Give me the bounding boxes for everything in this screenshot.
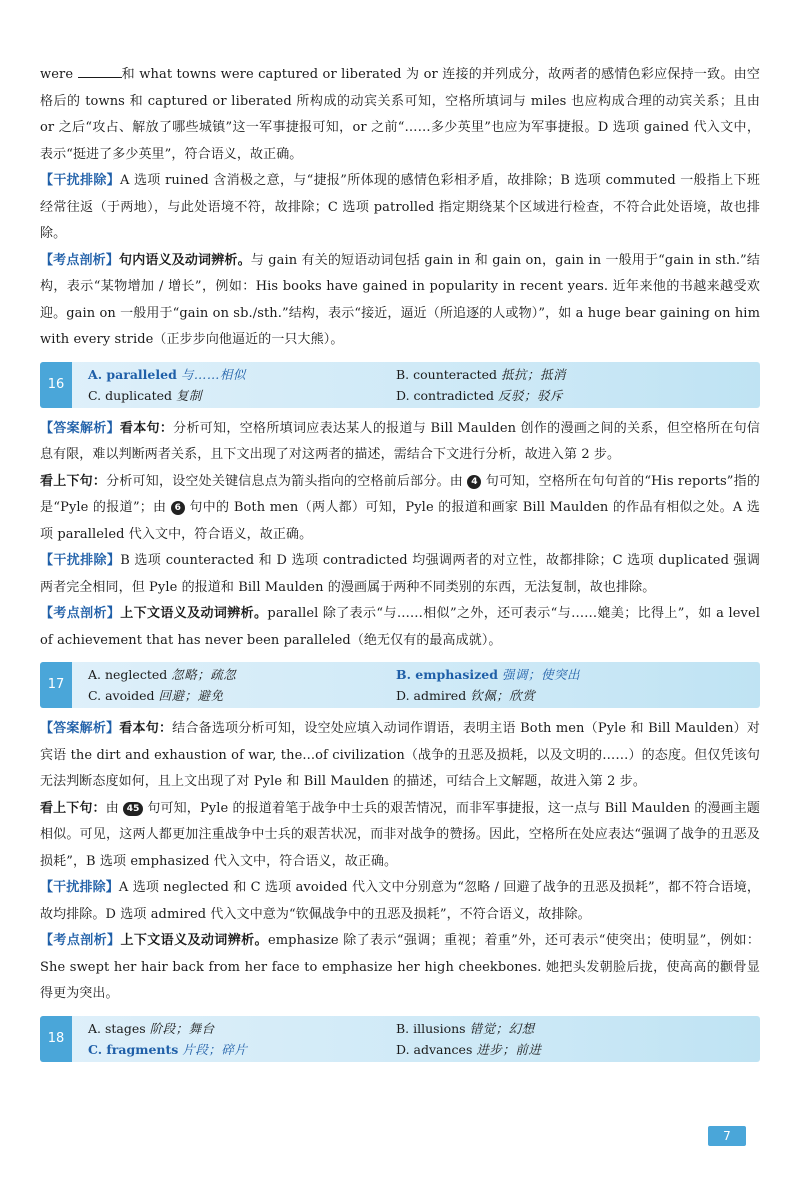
text: 结合备选项分析可知，设空处应填入动词作谓语，表明主语 Both men（Pyle 和 Bill Maulden）对宾语 the dirt and exhaustion of war, the...of civilization（战争的丑恶及损耗，以及文明的……）的态度。但仅凭该句无法判断态度如何，且上文出现了对 Pyle 和 Bill Maulden 的描述，可结合上文解题，故进入第 2 步。 xyxy=(40,721,760,789)
option-word: B. emphasized xyxy=(396,667,498,682)
option-meaning: 回避；避免 xyxy=(158,688,224,703)
distractor-section xyxy=(40,875,760,928)
distractor-tag: 【干扰排除】 xyxy=(40,553,121,568)
option-meaning: 反驳；驳斥 xyxy=(497,387,563,403)
option-a xyxy=(88,665,236,683)
option-word: A. stages xyxy=(88,1020,146,1036)
distractor-tag: 【干扰排除】 xyxy=(40,173,120,188)
option-word: D. advances xyxy=(396,1041,473,1057)
explanation-paragraph xyxy=(40,62,760,168)
distractor-section xyxy=(40,548,760,601)
option-meaning: 进步；前进 xyxy=(476,1041,542,1057)
option-meaning: 抵抗；抵消 xyxy=(501,366,567,382)
option-word: C. fragments xyxy=(88,1041,179,1057)
key-point-section xyxy=(40,248,760,354)
option-meaning: 忽略；疏忽 xyxy=(171,667,237,682)
option-b xyxy=(396,665,580,683)
text: 分析可知，设空处关键信息点为箭头指向的空格前后部分。由 xyxy=(106,473,468,489)
text: parallel 除了表示“与……相似”之外，还可表示“与……媲美；比得上”，如 a level of achievement that has never been paralleled（绝无仅有的最高成就）。 xyxy=(40,606,760,648)
text: A 选项 neglected 和 C 选项 avoided 代入文中分别意为“忽略 / 回避了战争的丑恶及损耗”，都不符合语境，故均排除。D 选项 admired 代入文中意为“钦佩战争中的丑恶及损耗”，不符合语义，故排除。 xyxy=(40,880,760,922)
question-number: 18 xyxy=(40,1016,72,1062)
option-word: D. contradicted xyxy=(396,387,494,403)
option-word: C. avoided xyxy=(88,688,155,703)
option-d xyxy=(396,1040,541,1058)
key-point-tag: 【考点剖析】 xyxy=(40,933,121,948)
option-meaning: 错觉；幻想 xyxy=(469,1020,535,1036)
option-a xyxy=(88,365,246,383)
sentence-number-badge: 45 xyxy=(123,802,143,816)
distractor-tag: 【干扰排除】 xyxy=(40,880,119,895)
option-word: B. illusions xyxy=(396,1020,466,1036)
page-content xyxy=(40,62,760,1070)
sentence-number-badge: 6 xyxy=(171,501,185,515)
key-point-head: 上下文语义及动词辨析。 xyxy=(120,606,268,621)
key-point-head: 句内语义及动词辨析。 xyxy=(119,252,251,268)
answer-analysis-section xyxy=(40,416,760,469)
text: 句可知，Pyle 的报道着笔于战争中士兵的艰苦情况，而非军事捷报，这一点与 Bill Maulden 的漫画主题相似。可见，这两人都更加注重战争中士兵的艰苦状况，而非对战争的赞扬。因此，空格所在处应表达“强调了战争的丑恶及损耗”，B 选项 emphasized 代入文中，符合语义，故正确。 xyxy=(40,800,760,869)
option-c xyxy=(88,686,224,704)
question-number: 17 xyxy=(40,662,72,708)
option-b xyxy=(396,1019,535,1037)
option-word: B. counteracted xyxy=(396,366,498,382)
option-c xyxy=(88,386,202,404)
answer-analysis-section xyxy=(40,716,760,796)
text: 句中的 Both men（两人都）可知，Pyle 的报道和画家 Bill Maulden 的作品有相似之处。A 选项 paralleled 代入文中，符合语义，故正确。 xyxy=(40,500,760,542)
page-number: 7 xyxy=(708,1126,746,1146)
text: A 选项 ruined 含消极之意，与“捷报”所体现的感情色彩相矛盾，故排除；B 选项 commuted 一般指上下班经常往返（于两地），与此处语境不符，故排除；C 选项 patrolled 指定期绕某个区域进行检查，不符合此处语境，故也排除。 xyxy=(40,173,760,241)
distractor-section xyxy=(40,168,760,248)
option-b xyxy=(396,365,566,383)
answer-tag: 【答案解析】 xyxy=(40,721,120,736)
question-options-17 xyxy=(40,662,760,708)
option-word: C. duplicated xyxy=(88,387,172,403)
option-a xyxy=(88,1019,215,1037)
text: emphasize 除了表示“强调；重视；着重”外，还可表示“使突出；使明显”，例如：She swept her hair back from her face to emphasize her high cheekbones. 她把头发朝脸后拢，使高高的颧骨显得更为突出。 xyxy=(40,933,760,1001)
option-meaning: 复制 xyxy=(175,387,202,403)
text: 句可知，空格所在句句首的“His reports”指的是“Pyle 的报道”；由 xyxy=(40,473,760,515)
option-d xyxy=(396,686,535,704)
option-d xyxy=(396,386,563,404)
answer-analysis-step2 xyxy=(40,469,760,549)
question-options-18 xyxy=(40,1016,760,1062)
option-meaning: 片段；碎片 xyxy=(182,1041,248,1057)
option-word: A. paralleled xyxy=(88,366,177,382)
answer-analysis-step2 xyxy=(40,796,760,876)
key-point-section xyxy=(40,601,760,654)
text: B 选项 counteracted 和 D 选项 contradicted 均强调两者的对立性，故都排除；C 选项 duplicated 强调两者完全相同，但 Pyle 的报道和 Bill Maulden 的漫画属于两种不同类别的东西，无法复制，故也排除。 xyxy=(40,553,760,595)
option-meaning: 强调；使突出 xyxy=(501,667,580,682)
step-head: 看本句： xyxy=(119,420,174,436)
question-options-16 xyxy=(40,362,760,408)
answer-tag: 【答案解析】 xyxy=(40,420,120,436)
option-word: D. admired xyxy=(396,688,467,703)
text: 与 gain 有关的短语动词包括 gain in 和 gain on，gain in 一般用于“gain in sth.”结构，表示“某物增加 / 增长”，例如：His books have gained in popularity in recent years. 近年来他的书越来越受欢迎。gain on 一般用于“gain on sb./sth.”结构，表示“接近，逼近（所追逐的人或物）”，如 a huge bear gaining on him with every stride（正步步向他逼近的一只大熊）。 xyxy=(40,252,760,347)
option-c xyxy=(88,1040,247,1058)
text: were xyxy=(40,67,78,82)
key-point-head: 上下文语义及动词辨析。 xyxy=(120,933,268,948)
key-point-tag: 【考点剖析】 xyxy=(40,252,120,268)
key-point-section xyxy=(40,928,760,1008)
answer-blank xyxy=(78,65,122,78)
step-head: 看本句： xyxy=(119,721,173,736)
step-head: 看上下句： xyxy=(40,473,107,489)
option-meaning: 钦佩；欣赏 xyxy=(470,688,536,703)
sentence-number-badge: 4 xyxy=(467,475,481,489)
key-point-tag: 【考点剖析】 xyxy=(40,606,121,621)
option-meaning: 与……相似 xyxy=(180,366,246,382)
text: 和 what towns were captured or liberated 为 or 连接的并列成分，故两者的感情色彩应保持一致。由空格后的 towns 和 captured or liberated 所构成的动宾关系可知，空格所填词与 miles 也应构成合理的动宾关系；且由 or 之后“攻占、解放了哪些城镇”这一军事捷报可知，or 之前“……多少英里”也应为军事捷报。D 选项 gained 代入文中，表示“挺进了多少英里”，符合语义，故正确。 xyxy=(40,67,760,162)
step-head: 看上下句： xyxy=(40,800,106,816)
question-number: 16 xyxy=(40,362,72,408)
option-word: A. neglected xyxy=(88,667,168,682)
option-meaning: 阶段；舞台 xyxy=(149,1020,215,1036)
text: 由 xyxy=(105,800,124,816)
text: 分析可知，空格所填词应表达某人的报道与 Bill Maulden 创作的漫画之间的关系，但空格所在句信息有限，难以判断两者关系，且下文出现了对这两者的描述，需结合下文进行分析，故进入第 2 步。 xyxy=(40,420,760,462)
